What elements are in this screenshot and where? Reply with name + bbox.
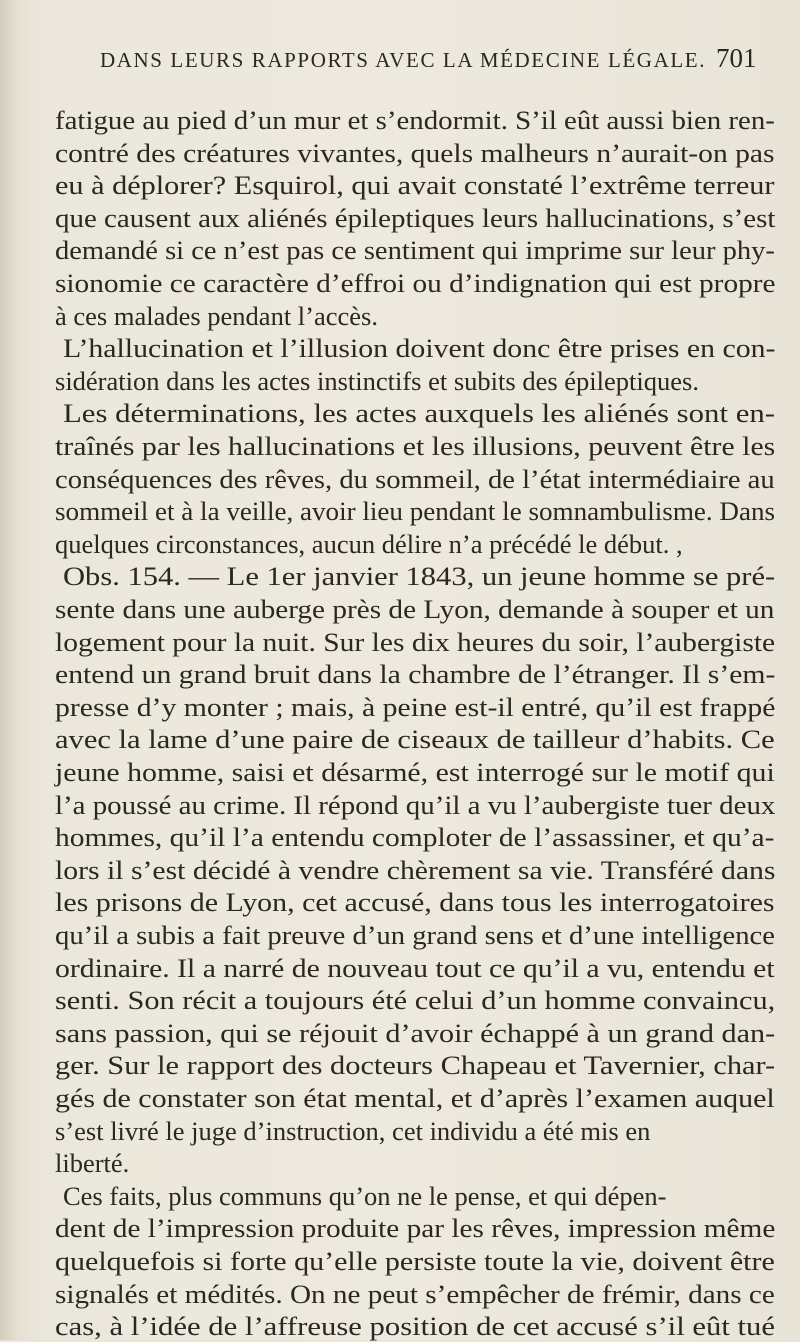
text-line: presse d’y monter ; mais, à peine est-il entré, qu’il est frappé (55, 691, 776, 722)
text-line: que causent aux aliénés épileptiques leurs hallucinations, s’est (55, 202, 776, 233)
gutter-shadow (0, 0, 18, 1340)
text-line: gés de constater son état mental, et d’après l’examen auquel (55, 1083, 775, 1113)
text-line: signalés et médités. On ne peut s’empêcher de frémir, dans ce (55, 1278, 775, 1309)
text-line: fatigue au pied d’un mur et s’endormit. S’il eût aussi bien ren- (55, 105, 775, 135)
paragraph-start-line: Les déterminations, les actes auxquels les aliénés sont en- (63, 398, 775, 429)
text-line: l’a poussé au crime. Il répond qu’il a vu l’aubergiste tuer deux (55, 789, 776, 820)
observation-heading-line: Obs. 154. — Le 1er janvier 1843, un jeune homme se pré- (63, 561, 776, 592)
text-line: quelquefois si forte qu’elle persiste toute la vie, doivent être (55, 1246, 775, 1276)
text-line: jeune homme, saisi et désarmé, est interrogé sur le motif qui (55, 757, 775, 787)
text-line: quelques circonstances, aucun délire n’a précédé le début. , (55, 528, 683, 559)
text-line: senti. Son récit a toujours été celui d’un homme convaincu, (55, 985, 776, 1016)
text-line: sidération dans les actes instinctifs et subits des épileptiques. (55, 365, 699, 396)
text-line: à ces malades pendant l’accès. (55, 300, 378, 331)
text-line: dent de l’impression produite par les rêves, impression même (55, 1213, 776, 1244)
page-number: 701 (716, 43, 757, 73)
paragraph-start-line: L’hallucination et l’illusion doivent donc être prises en con- (63, 333, 776, 364)
text-line: liberté. (55, 1148, 130, 1179)
running-head-title: DANS LEURS RAPPORTS AVEC LA MÉDECINE LÉGALE. (100, 48, 707, 72)
text-line: traînés par les hallucinations et les illusions, peuvent être les (55, 431, 776, 461)
text-line: contré des créatures vivantes, quels malheurs n’aurait-on pas (55, 137, 775, 168)
text-line: s’est livré le juge d’instruction, cet individu a été mis en (55, 1115, 651, 1146)
paragraph-start-line: Ces faits, plus communs qu’on ne le pense, et qui dépen- (63, 1180, 667, 1211)
text-line: sente dans une auberge près de Lyon, demande à souper et un (55, 594, 775, 624)
text-line: ger. Sur le rapport des docteurs Chapeau et Tavernier, char- (55, 1050, 776, 1081)
body-text (55, 0, 775, 1340)
text-line: ordinaire. Il a narré de nouveau tout ce qu’il a vu, entendu et (55, 952, 775, 983)
text-line: sommeil et à la veille, avoir lieu pendant le somnambulisme. Dans (55, 496, 776, 527)
text-line: cas, à l’idée de l’affreuse position de cet accusé s’il eût tué (55, 1311, 776, 1342)
text-line: hommes, qu’il l’a entendu comploter de l’assassiner, et qu’a- (55, 822, 775, 853)
text-line: les prisons de Lyon, cet accusé, dans tous les interrogatoires (55, 887, 775, 918)
text-line: lors il s’est décidé à vendre chèrement sa vie. Transféré dans (55, 854, 776, 885)
text-line: qu’il a subis a fait preuve d’un grand sens et d’une intelligence (55, 920, 775, 950)
text-line: logement pour la nuit. Sur les dix heures du soir, l’aubergiste (55, 626, 776, 657)
text-line: sans passion, qui se réjouit d’avoir échappé à un grand dan- (55, 1017, 776, 1048)
text-line: conséquences des rêves, du sommeil, de l’état intermédiaire au (55, 463, 775, 494)
text-line: eu à déplorer? Esquirol, qui avait constaté l’extrême terreur (55, 170, 775, 201)
text-line: demandé si ce n’est pas ce sentiment qui imprime sur leur phy- (55, 235, 775, 266)
text-line: sionomie ce caractère d’effroi ou d’indignation qui est propre (55, 268, 776, 298)
text-line: avec la lame d’une paire de ciseaux de tailleur d’habits. Ce (55, 724, 775, 755)
text-line: entend un grand bruit dans la chambre de l’étranger. Il s’em- (55, 659, 776, 690)
